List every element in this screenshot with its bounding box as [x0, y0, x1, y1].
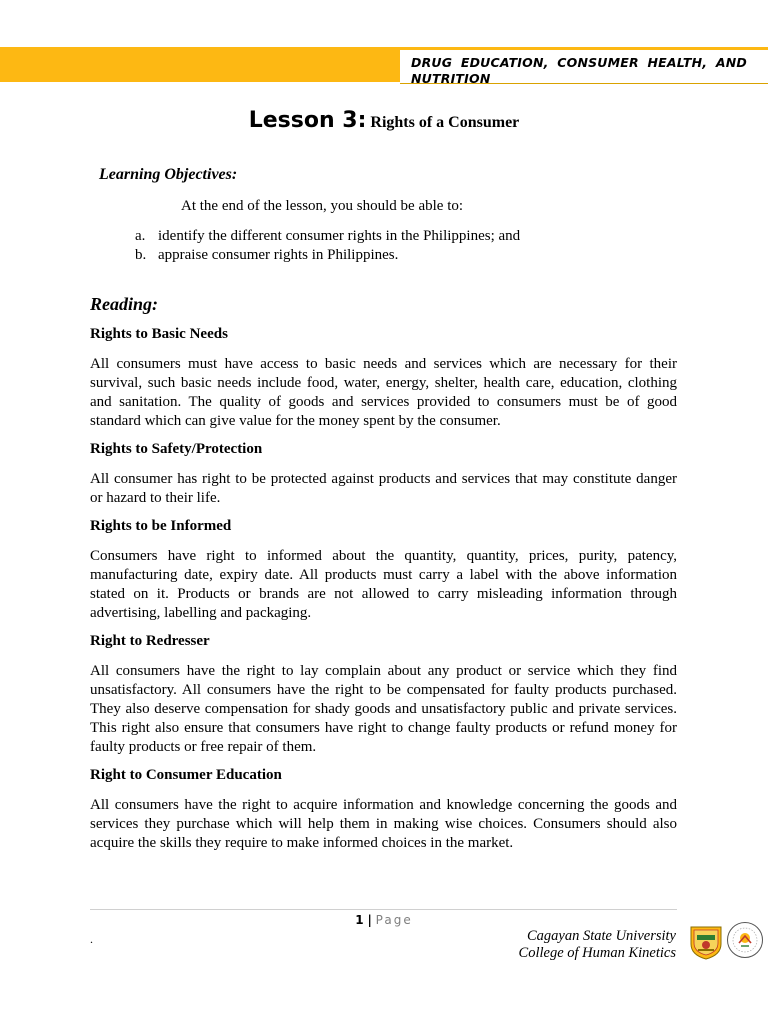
university-seal-icon [688, 924, 724, 960]
page-title [0, 108, 768, 133]
lesson-number: Lesson 3: [248, 108, 367, 133]
objectives-intro: At the end of the lesson, you should be able to: [181, 198, 464, 214]
university-name: Cagayan State University [526, 928, 676, 944]
section-body-safety: All consumer has right to be protected against products and services that may constitute danger or hazard to their life. [90, 471, 677, 506]
course-title: DRUG EDUCATION, CONSUMER HEALTH, AND NUTRITION [411, 55, 747, 86]
footer-institution [519, 928, 676, 962]
page-separator: | [367, 913, 372, 927]
page-number: 1 [355, 913, 364, 927]
section-body-redresser: All consumers have the right to lay complain about any product or service which they find unsatisfactory. All consumers have the right to be compensated for faulty products purchased. They also deserve compensation for shady goods and unsatisfactory public and private services. This right also ensure that consumers have right to change faulty products or refund money for faulty products or free repair of them. [90, 663, 677, 755]
section-title-redresser: Right to Redresser [90, 633, 210, 649]
footer-divider [90, 909, 677, 910]
section-title-safety: Rights to Safety/Protection [90, 441, 263, 457]
college-name: College of Human Kinetics [518, 945, 676, 961]
section-body-informed: Consumers have right to informed about the quantity, quantity, prices, purity, patency, manufacturing date, expiry date. All products must carry a label with the above information stated on it. Products or brands are not allowed to carry misleading information through advertising, labelling and packaging. [90, 548, 677, 621]
reading-heading: Reading: [90, 294, 159, 314]
objectives-heading: Learning Objectives: [99, 166, 238, 183]
page-number-label [0, 913, 768, 927]
section-title-consumer-education: Right to Consumer Education [90, 767, 282, 783]
section-body-consumer-education: All consumers have the right to acquire information and knowledge concerning the goods and services they purchase which will help them in making wise choices. Consumers should also acquire the skills they require to make informed choices in the market. [90, 797, 677, 851]
objective-item [135, 246, 520, 265]
section-title-basic-needs: Rights to Basic Needs [90, 326, 228, 342]
objective-marker: a. [135, 228, 146, 244]
objectives-list [135, 227, 520, 265]
page-word: Page [375, 913, 413, 927]
footer-dot: . [90, 932, 93, 946]
objective-item [135, 227, 520, 246]
section-body-basic-needs: All consumers must have access to basic needs and services which are necessary for their survival, such basic needs include food, water, energy, shelter, health care, education, clothing and sanitation. The quality of goods and services provided to consumers must be of good standard which can give value for the money spent by the consumer. [90, 356, 677, 429]
lesson-subtitle: Rights of a Consumer [370, 114, 520, 131]
college-seal-icon [726, 921, 764, 959]
objective-text: appraise consumer rights in Philippines. [158, 247, 399, 263]
objective-text: identify the different consumer rights in the Philippines; and [158, 228, 521, 244]
section-title-informed: Rights to be Informed [90, 518, 232, 534]
objective-marker: b. [135, 247, 147, 263]
